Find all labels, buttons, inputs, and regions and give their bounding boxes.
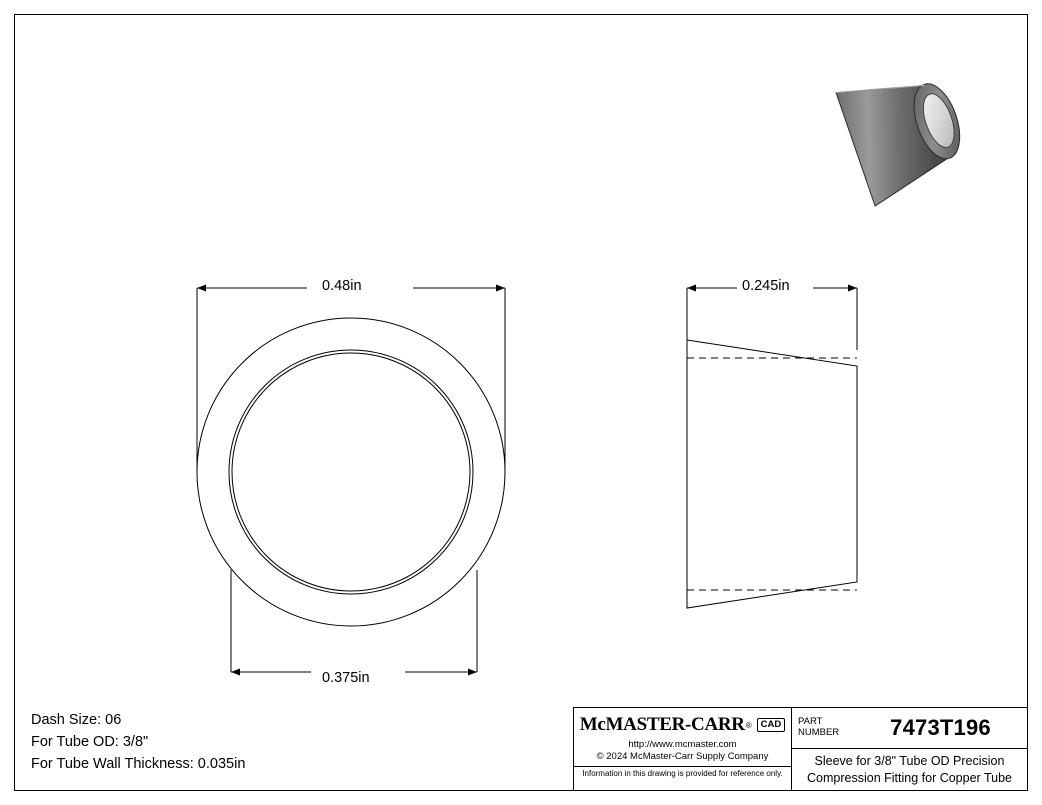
note-tube-wall-thickness: For Tube Wall Thickness: 0.035in bbox=[31, 756, 246, 772]
dimension-outer-diameter bbox=[197, 285, 505, 476]
drawing-notes bbox=[31, 709, 245, 775]
note-dash-size: Dash Size: 06 bbox=[31, 712, 122, 728]
title-block-part-info bbox=[792, 708, 1027, 790]
dimension-label-length: 0.245in bbox=[742, 278, 790, 294]
part-number-label-line1: PART bbox=[798, 716, 823, 727]
dimension-inner-diameter bbox=[231, 570, 477, 676]
title-block-company bbox=[574, 708, 792, 790]
logo-text: McMASTER-CARR bbox=[579, 714, 745, 735]
cad-badge: CAD bbox=[757, 718, 786, 732]
part-number-value: 7473T196 bbox=[890, 715, 991, 740]
part-description-line1: Sleeve for 3/8" Tube OD Precision bbox=[814, 754, 1005, 768]
company-url[interactable]: http://www.mcmaster.com bbox=[628, 739, 737, 750]
dimension-label-outer-diameter: 0.48in bbox=[322, 278, 362, 294]
part-number-label bbox=[792, 708, 854, 748]
part-description bbox=[792, 749, 1027, 787]
isometric-view bbox=[815, 42, 995, 212]
company-logo bbox=[574, 708, 791, 736]
disclaimer-text: Information in this drawing is provided for reference only. bbox=[574, 766, 791, 778]
side-profile-view bbox=[665, 270, 880, 670]
title-block bbox=[573, 707, 1028, 791]
copyright-notice: © 2024 McMaster-Carr Supply Company bbox=[596, 751, 769, 762]
front-view bbox=[195, 270, 525, 690]
part-number-label-line2: NUMBER bbox=[798, 727, 840, 738]
part-number-row bbox=[792, 708, 1027, 749]
dimension-label-inner-diameter: 0.375in bbox=[322, 670, 370, 686]
part-description-line2: Compression Fitting for Copper Tube bbox=[807, 771, 1012, 785]
note-tube-od: For Tube OD: 3/8" bbox=[31, 734, 149, 750]
iso-sleeve-body bbox=[822, 58, 975, 211]
logo-registered-mark: ® bbox=[745, 720, 752, 730]
dimension-length bbox=[687, 285, 857, 351]
